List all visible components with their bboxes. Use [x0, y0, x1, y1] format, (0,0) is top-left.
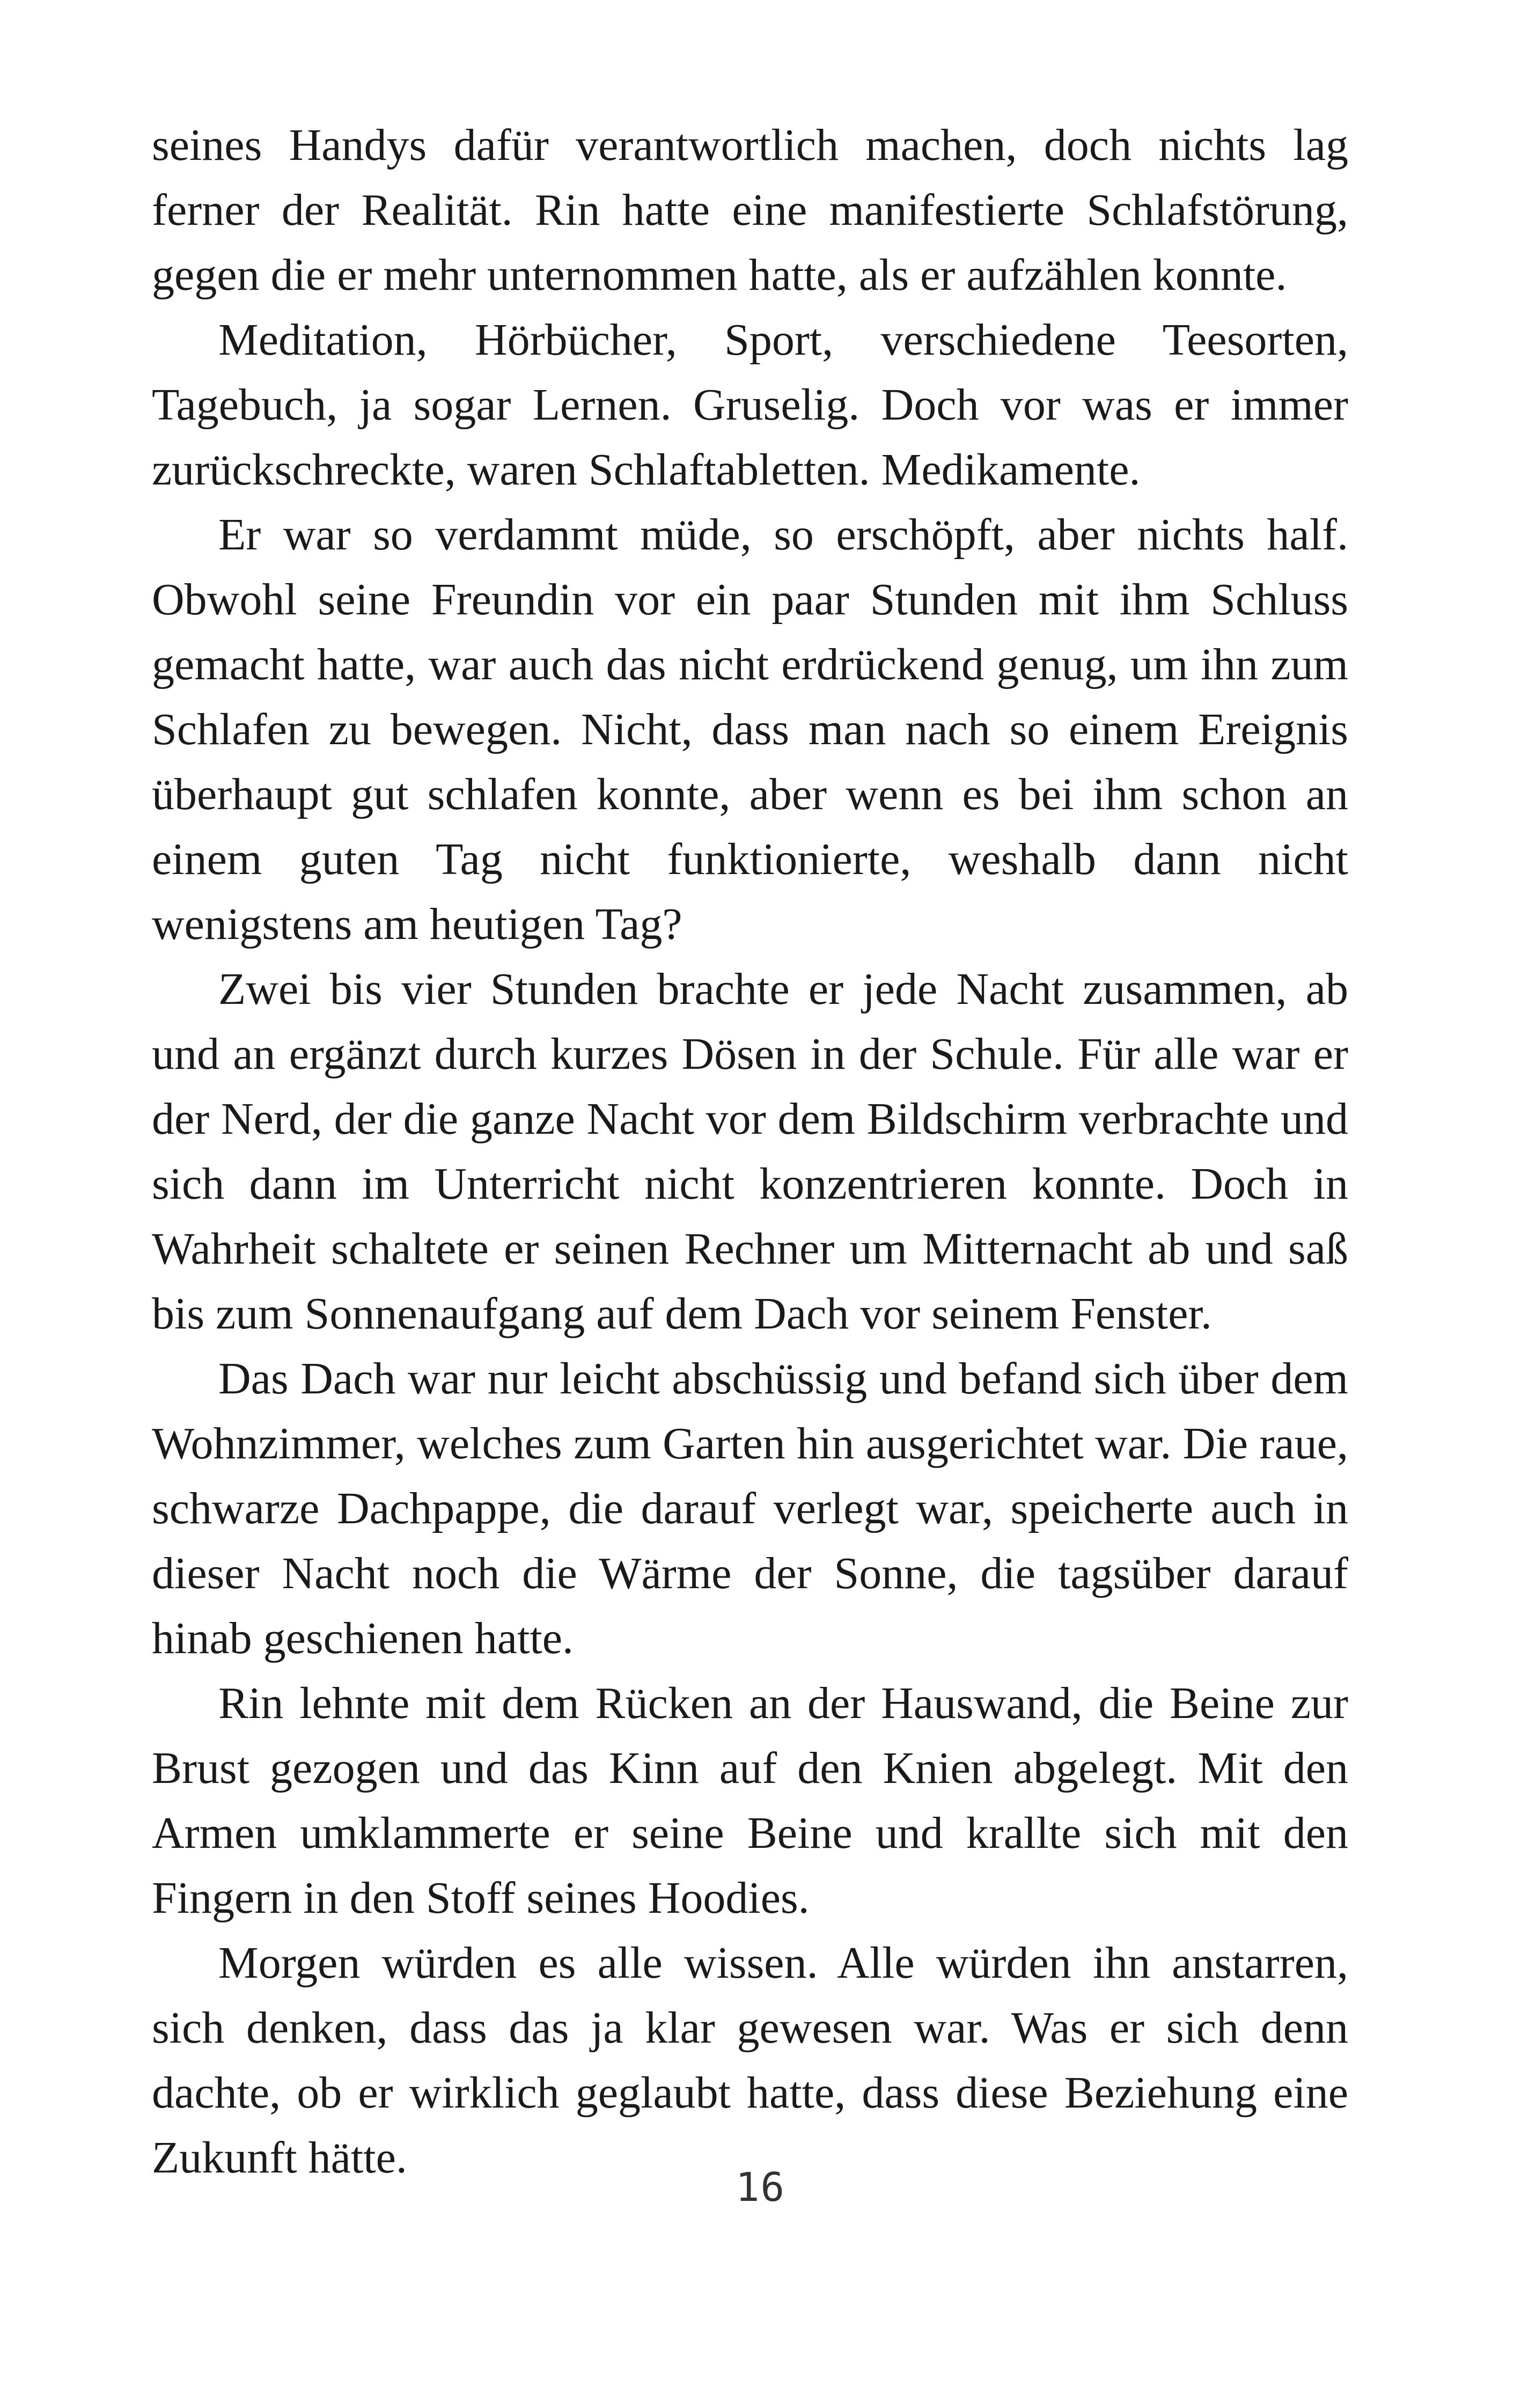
- paragraph: Das Dach war nur leicht abschüssig und befand sich über dem Wohnzimmer, welches zum Garten hin ausgerichtet war. Die raue, schwarze Dachpappe, die darauf verlegt war, speicherte auch in dieser Nacht noch die Wärme der Sonne, die tagsüber darauf hinab geschienen hatte.: [152, 1354, 1348, 1663]
- body-text: [152, 113, 1348, 2190]
- paragraph: Morgen würden es alle wissen. Alle würden ihn anstarren, sich denken, dass das ja klar gewesen war. Was er sich denn dachte, ob er wirklich geglaubt hatte, dass diese Beziehung eine Zukunft hätte.: [152, 1938, 1348, 2183]
- paragraph: Er war so verdammt müde, so erschöpft, aber nichts half. Obwohl seine Freundin vor ein paar Stunden mit ihm Schluss gemacht hatte, war auch das nicht erdrückend genug, um ihn zum Schlafen zu bewegen. Nicht, dass man nach so einem Ereignis überhaupt gut schlafen konnte, aber wenn es bei ihm schon an einem guten Tag nicht funktionierte, weshalb dann nicht wenigstens am heutigen Tag?: [152, 510, 1348, 949]
- paragraph: seines Handys dafür verantwortlich machen, doch nichts lag ferner der Realität. Rin hatte eine manifestierte Schlafstörung, gegen die er mehr unternommen hatte, als er aufzählen konnte.: [152, 120, 1348, 300]
- page-number: 16: [735, 2164, 786, 2211]
- paragraph: Zwei bis vier Stunden brachte er jede Nacht zusammen, ab und an ergänzt durch kurzes Dösen in der Schule. Für alle war er der Nerd, der die ganze Nacht vor dem Bildschirm verbrachte und sich dann im Unterricht nicht konzentrieren konnte. Doch in Wahrheit schaltete er seinen Rechner um Mitternacht ab und saß bis zum Sonnenaufgang auf dem Dach vor seinem Fenster.: [152, 964, 1348, 1339]
- paragraph: Meditation, Hörbücher, Sport, verschiedene Teesorten, Tagebuch, ja sogar Lernen. Gruselig. Doch vor was er immer zurückschreckte, waren Schlaftabletten. Medikamente.: [152, 315, 1348, 495]
- paragraph: Rin lehnte mit dem Rücken an der Hauswand, die Beine zur Brust gezogen und das Kinn auf den Knien abgelegt. Mit den Armen umklammerte er seine Beine und krallte sich mit den Fingern in den Stoff seines Hoodies.: [152, 1678, 1348, 1923]
